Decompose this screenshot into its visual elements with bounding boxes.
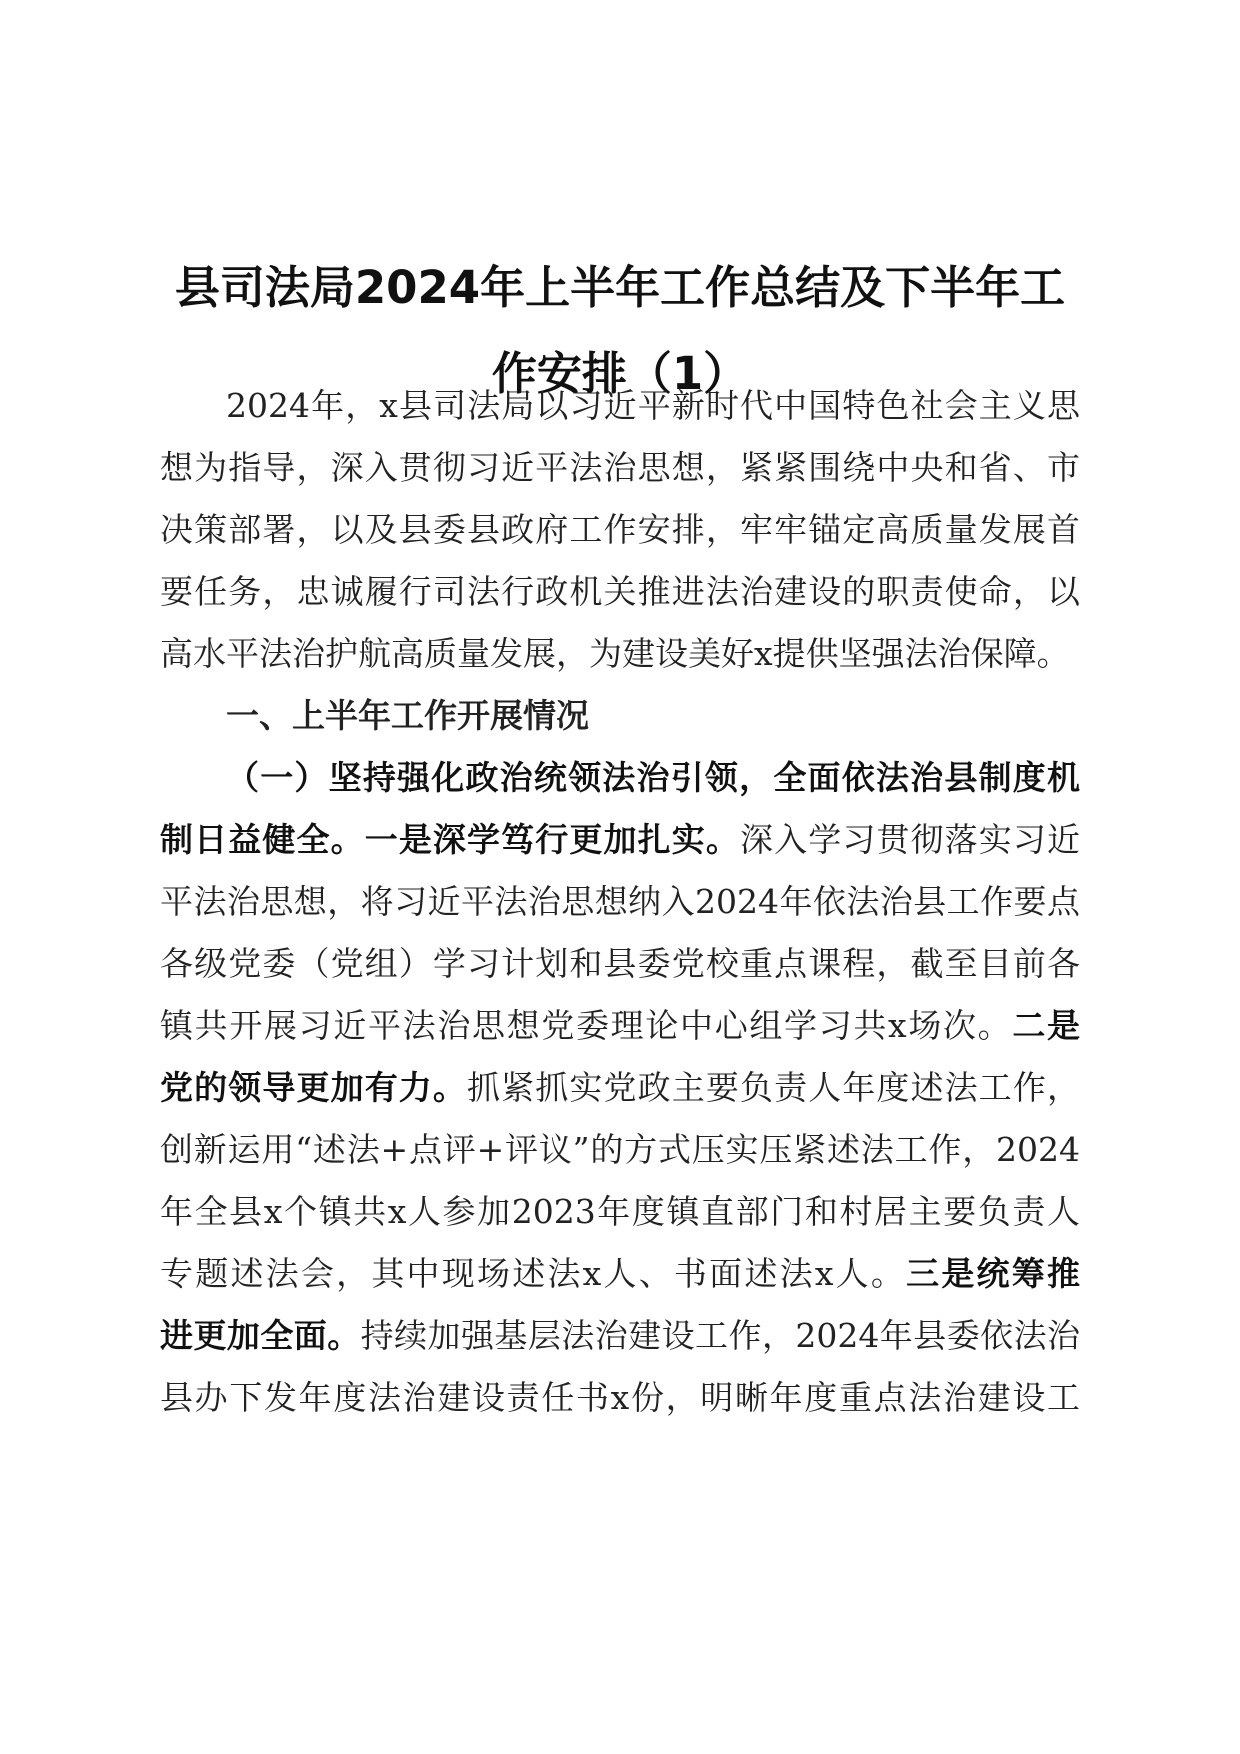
paragraph-text: 镇共开展习近平法治思想党委理论中心组学习共x场次。 xyxy=(160,1006,1013,1045)
intro-line-4: 要任务，忠诚履行司法行政机关推进法治建设的职责使命，以 xyxy=(160,572,1080,611)
intro-line-1: 2024年，x县司法局以习近平新时代中国特色社会主义思 xyxy=(226,386,1080,425)
document-title-line-1: 县司法局2024年上半年工作总结及下半年工 xyxy=(174,261,1066,314)
paragraph-text: 专题述法会，其中现场述法x人、书面述法x人。 xyxy=(160,1254,907,1293)
point-3-heading-start: 三是统筹推 xyxy=(906,1254,1080,1293)
subsection-1-heading: （一）坚持强化政治统领法治引领，全面依法治县制度机 xyxy=(226,758,1080,797)
paragraph-text: 抓紧抓实党政主要负责人年度述法工作， xyxy=(467,1068,1080,1107)
subsection-1-line-8: 年全县x个镇共x人参加2023年度镇直部门和村居主要负责人 xyxy=(160,1192,1080,1231)
subsection-1-line-10 xyxy=(160,1308,1080,1364)
subsection-1-line-9 xyxy=(160,1246,1080,1302)
point-2-heading-start: 二是 xyxy=(1012,1006,1080,1045)
section-heading-1: 一、上半年工作开展情况 xyxy=(226,696,589,735)
point-3-heading: 进更加全面。 xyxy=(160,1316,361,1355)
document-title-line-2: 作安排（1） xyxy=(491,347,749,400)
subsection-1-line-6 xyxy=(160,1060,1080,1116)
subsection-1-heading-end: 制日益健全。 xyxy=(160,820,365,859)
intro-line-3: 决策部署，以及县委县政府工作安排，牢牢锚定高质量发展首 xyxy=(160,510,1080,549)
paragraph-text: 持续加强基层法治建设工作，2024年县委依法治 xyxy=(360,1316,1080,1355)
subsection-1-line-11: 县办下发年度法治建设责任书x份，明晰年度重点法治建设工 xyxy=(160,1378,1080,1417)
subsection-1-line-3: 平法治思想，将习近平法治思想纳入2024年依法治县工作要点 xyxy=(160,882,1080,921)
point-2-heading: 党的领导更加有力。 xyxy=(160,1068,468,1107)
point-1-heading: 一是深学笃行更加扎实。 xyxy=(364,820,740,859)
subsection-1-line-5 xyxy=(160,998,1080,1054)
subsection-1-line-4: 各级党委（党组）学习计划和县委党校重点课程，截至目前各 xyxy=(160,944,1080,983)
intro-line-5: 高水平法治护航高质量发展，为建设美好x提供坚强法治保障。 xyxy=(160,634,1070,673)
subsection-1-line-1 xyxy=(226,750,1080,806)
paragraph-text: 深入学习贯彻落实习近 xyxy=(739,820,1080,859)
subsection-1-line-2 xyxy=(160,812,1080,868)
intro-line-2: 想为指导，深入贯彻习近平法治思想，紧紧围绕中央和省、市 xyxy=(160,448,1080,487)
subsection-1-line-7: 创新运用“述法+点评+评议”的方式压实压紧述法工作，2024 xyxy=(160,1130,1080,1169)
